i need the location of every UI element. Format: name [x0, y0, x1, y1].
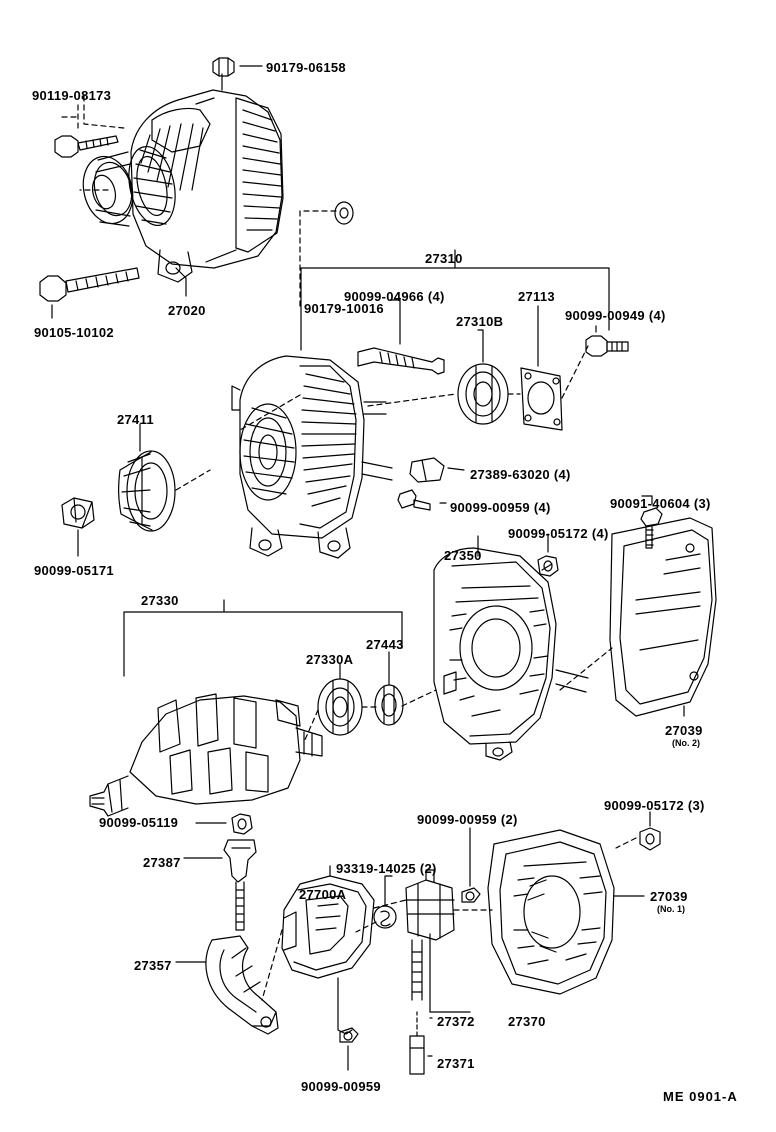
label-27039-no1-suffix: (No. 1) [657, 904, 685, 914]
label-27310B: 27310B [456, 314, 504, 329]
label-27020: 27020 [168, 303, 206, 318]
label-27310: 27310 [425, 251, 463, 266]
label-27330: 27330 [141, 593, 179, 608]
part-27039-no1 [488, 830, 644, 994]
part-27039-no2 [610, 518, 716, 716]
part-27389-63020 [410, 458, 464, 482]
part-27310B [458, 330, 508, 424]
part-90099-00949 [586, 326, 628, 356]
label-93319-14025: 93319-14025 (2) [336, 861, 437, 876]
label-27411: 27411 [117, 412, 154, 427]
part-90105-10102 [40, 268, 139, 318]
label-90179-10016: 90179-10016 [304, 301, 384, 316]
part-90179-06158 [213, 58, 262, 76]
label-27387: 27387 [143, 855, 181, 870]
part-90099-05172-3 [616, 812, 660, 850]
part-90099-05171 [62, 498, 94, 556]
label-27700A: 27700A [299, 887, 347, 902]
label-27039-no1: 27039 [650, 889, 688, 904]
part-27443 [375, 652, 403, 725]
label-27330A: 27330A [306, 652, 354, 667]
part-90119-08173 [55, 96, 124, 157]
drive-end-frame-27310 [232, 356, 392, 558]
label-90099-05172-4: 90099-05172 (4) [508, 526, 609, 541]
part-27387 [184, 840, 256, 930]
label-27371: 27371 [437, 1056, 475, 1071]
label-90099-05172-3: 90099-05172 (3) [604, 798, 705, 813]
part-90099-00959-4 [398, 490, 446, 510]
label-90119-08173: 90119-08173 [32, 88, 112, 103]
label-27113: 27113 [518, 289, 555, 304]
part-27371-brush [410, 1012, 432, 1074]
alternator-assembly-27020 [76, 74, 283, 282]
label-90099-04966: 90099-04966 (4) [344, 289, 445, 304]
label-90099-00949: 90099-00949 (4) [565, 308, 666, 323]
part-90099-05119 [196, 814, 252, 834]
label-90099-00959-4: 90099-00959 (4) [450, 500, 551, 515]
part-90099-00959-bottom [340, 1028, 358, 1070]
label-27039-no2: 27039 [665, 723, 703, 738]
label-27443: 27443 [366, 637, 404, 652]
part-90099-00959-2 [462, 828, 480, 902]
label-27370: 27370 [508, 1014, 546, 1029]
part-27330A [318, 664, 362, 735]
label-90179-06158: 90179-06158 [266, 60, 346, 75]
part-27113 [521, 306, 562, 430]
label-27039-no2-suffix: (No. 2) [672, 738, 700, 748]
diagram-code: ME 0901-A [663, 1089, 738, 1104]
label-90099-00959-2: 90099-00959 (2) [417, 812, 518, 827]
label-90099-00959-bottom: 90099-00959 [301, 1079, 381, 1094]
label-27372: 27372 [437, 1014, 475, 1029]
label-90099-05171: 90099-05171 [34, 563, 114, 578]
label-27357: 27357 [134, 958, 172, 973]
label-27389-63020: 27389-63020 (4) [470, 467, 571, 482]
label-27350: 27350 [444, 548, 482, 563]
part-27357 [176, 936, 278, 1034]
bracket-27330 [124, 600, 402, 676]
part-27350 [434, 536, 588, 760]
label-90105-10102: 90105-10102 [34, 325, 114, 340]
label-90091-40604: 90091-40604 (3) [610, 496, 711, 511]
label-90099-05119: 90099-05119 [99, 815, 179, 830]
part-27372-brush-holder [406, 870, 470, 1018]
part-27411 [119, 424, 175, 531]
part-27330-rotor [90, 694, 322, 816]
